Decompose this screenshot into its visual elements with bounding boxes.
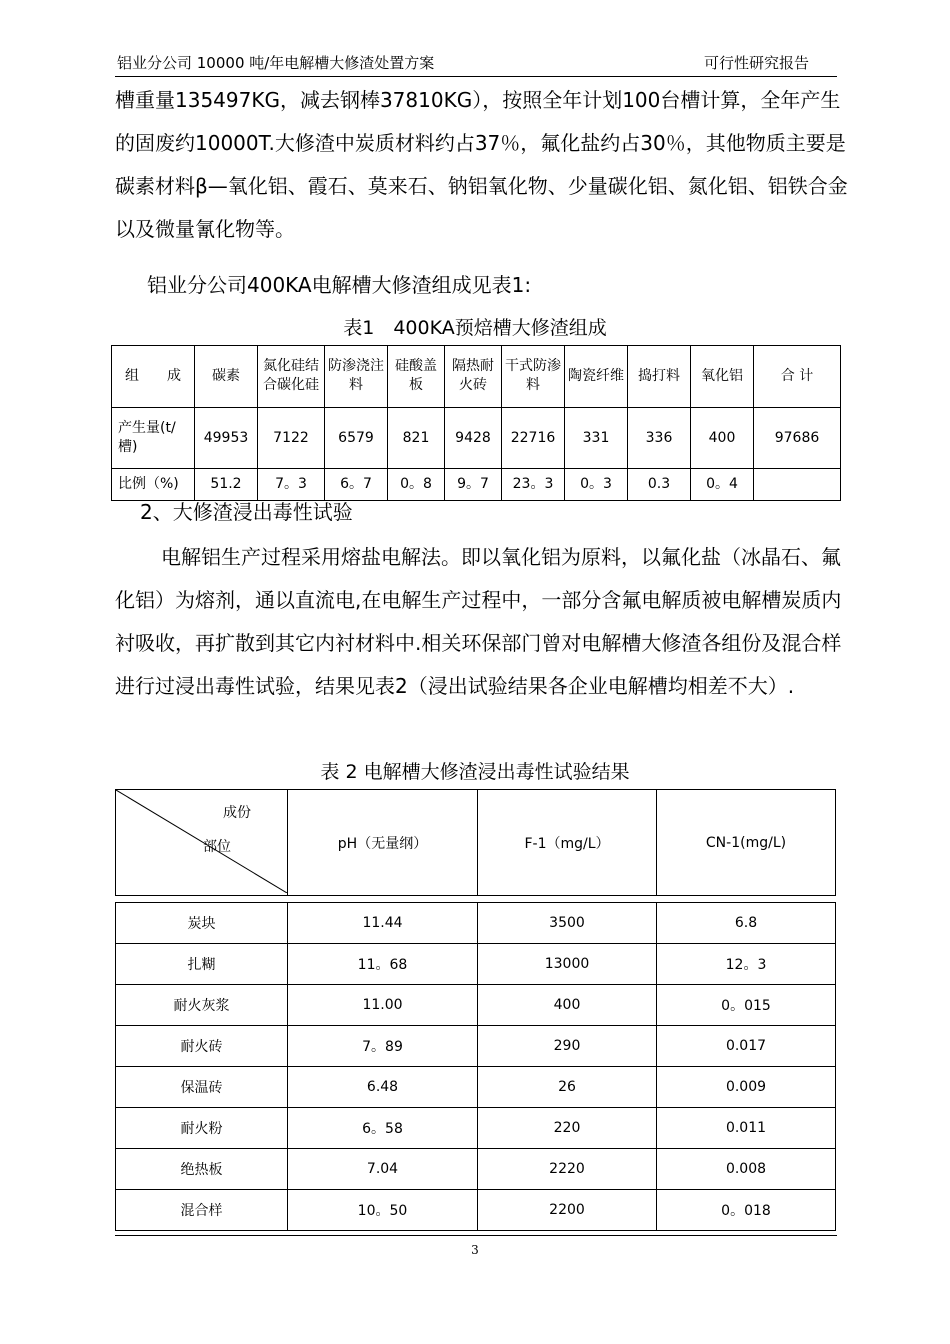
table1-header-cell: 捣打料 bbox=[628, 346, 691, 408]
table1-header-cell: 氧化铝 bbox=[691, 346, 754, 408]
table2-corner-cell bbox=[116, 790, 288, 896]
table1-cell: 9。7 bbox=[445, 469, 502, 501]
table1-cell: 97686 bbox=[754, 407, 841, 469]
table1-header-cell: 隔热耐火砖 bbox=[445, 346, 502, 408]
table2-row bbox=[116, 1149, 836, 1190]
table2-cell: 2220 bbox=[478, 1149, 657, 1190]
table2-row bbox=[116, 903, 836, 944]
table2-cell: 2200 bbox=[478, 1190, 657, 1231]
table1-composition bbox=[111, 345, 841, 501]
table2-cell: 220 bbox=[478, 1108, 657, 1149]
table2-corner-bottom-label: 部位 bbox=[203, 839, 231, 855]
table2-cell: 11。68 bbox=[288, 944, 478, 985]
table1-header-cell: 氮化硅结合碳化硅 bbox=[258, 346, 325, 408]
table2-cell: 290 bbox=[478, 1026, 657, 1067]
page-header bbox=[115, 50, 837, 77]
table1-row-label: 比例（%) bbox=[112, 469, 195, 501]
table2-header-row bbox=[116, 790, 836, 896]
table1-cell: 51.2 bbox=[195, 469, 258, 501]
table1-row-label: 产生量(t/槽) bbox=[112, 407, 195, 469]
paragraph-waste-description: 槽重量135497KG，减去钢棒37810KG），按照全年计划100台槽计算，全年产生的固废约10000T.大修渣中炭质材料约占37％，氟化盐约占30％，其他物质主要是碳素材料β—氧化铝、霞石、莫来石、钠铝氧化物、少量碳化铝、氮化铝、铝铁合金以及微量氰化物等。 bbox=[115, 88, 848, 241]
paragraph-leaching-test: 电解铝生产过程采用熔盐电解法。即以氧化铝为原料，以氟化盐（冰晶石、氟化铝）为熔剂，通以直流电,在电解生产过程中，一部分含氟电解质被电解槽炭质内衬吸收，再扩散到其它内衬材料中.相关环保部门曾对电解槽大修渣各组份及混合样进行过浸出毒性试验，结果见表2（浸出试验结果各企业电解槽均相差不大）. bbox=[115, 545, 842, 698]
table2-row-label: 扎糊 bbox=[116, 944, 288, 985]
footer-rule bbox=[115, 1235, 837, 1236]
table2-row-label: 绝热板 bbox=[116, 1149, 288, 1190]
table2-cell: 11.00 bbox=[288, 985, 478, 1026]
table1-header-row bbox=[112, 346, 841, 408]
page-number: 3 bbox=[471, 1243, 479, 1257]
table2-gap-row bbox=[116, 896, 836, 903]
table2-cell: 10。50 bbox=[288, 1190, 478, 1231]
table1-cell: 9428 bbox=[445, 407, 502, 469]
table2-row bbox=[116, 1067, 836, 1108]
table1-header-cell: 碳素 bbox=[195, 346, 258, 408]
section2-heading: 2、大修渣浸出毒性试验 bbox=[140, 500, 353, 524]
table1-cell: 49953 bbox=[195, 407, 258, 469]
table2-cell: 13000 bbox=[478, 944, 657, 985]
table1-header-cell: 合 计 bbox=[754, 346, 841, 408]
table2-cell: 0.009 bbox=[657, 1067, 836, 1108]
table2-cell: 26 bbox=[478, 1067, 657, 1108]
table1-cell: 0。3 bbox=[565, 469, 628, 501]
table1-cell: 7122 bbox=[258, 407, 325, 469]
table2-row-label: 耐火砖 bbox=[116, 1026, 288, 1067]
table1-caption: 表1 400KA预焙槽大修渣组成 bbox=[343, 317, 607, 339]
table1-cell: 6。7 bbox=[325, 469, 388, 501]
header-report-type: 可行性研究报告 bbox=[703, 54, 809, 72]
table1-header-cell: 干式防渗料 bbox=[502, 346, 565, 408]
table2-cell: 0.017 bbox=[657, 1026, 836, 1067]
table1-cell: 0。4 bbox=[691, 469, 754, 501]
table2-row bbox=[116, 985, 836, 1026]
table1-cell: 400 bbox=[691, 407, 754, 469]
table2-cell: 12。3 bbox=[657, 944, 836, 985]
table2-row bbox=[116, 1108, 836, 1149]
header-document-title: 铝业分公司 10000 吨/年电解槽大修渣处置方案 bbox=[117, 54, 435, 72]
table2-cell: 0.011 bbox=[657, 1108, 836, 1149]
table1-cell: 336 bbox=[628, 407, 691, 469]
table1-header-cell: 硅酸盖板 bbox=[388, 346, 445, 408]
table2-row-label: 耐火粉 bbox=[116, 1108, 288, 1149]
table2-cell: 6。58 bbox=[288, 1108, 478, 1149]
table2-cell: 400 bbox=[478, 985, 657, 1026]
table1-header-cell: 陶瓷纤维 bbox=[565, 346, 628, 408]
table2-row bbox=[116, 1190, 836, 1231]
table2-cell: 0.008 bbox=[657, 1149, 836, 1190]
table1-cell: 23。3 bbox=[502, 469, 565, 501]
table2-row bbox=[116, 944, 836, 985]
table2-cell: 7.04 bbox=[288, 1149, 478, 1190]
table2-header-cell: F-1（mg/L） bbox=[478, 790, 657, 896]
table2-cell: 11.44 bbox=[288, 903, 478, 944]
diagonal-divider bbox=[116, 790, 287, 893]
table2-leaching-results bbox=[115, 789, 836, 1231]
table1-cell: 0。8 bbox=[388, 469, 445, 501]
table2-row-label: 混合样 bbox=[116, 1190, 288, 1231]
table1-row-amount bbox=[112, 407, 841, 469]
table2-cell: 0。018 bbox=[657, 1190, 836, 1231]
table2-row-label: 保温砖 bbox=[116, 1067, 288, 1108]
table2-cell: 6.8 bbox=[657, 903, 836, 944]
table2-header-cell: pH（无量纲） bbox=[288, 790, 478, 896]
table1-cell: 331 bbox=[565, 407, 628, 469]
table1-cell: 6579 bbox=[325, 407, 388, 469]
table2-cell: 0。015 bbox=[657, 985, 836, 1026]
table2-cell: 7。89 bbox=[288, 1026, 478, 1067]
table2-cell: 6.48 bbox=[288, 1067, 478, 1108]
table2-caption: 表 2 电解槽大修渣浸出毒性试验结果 bbox=[320, 761, 630, 783]
table1-cell: 7。3 bbox=[258, 469, 325, 501]
table2-row-label: 炭块 bbox=[116, 903, 288, 944]
table2-corner-top-label: 成份 bbox=[223, 805, 251, 821]
table1-cell bbox=[754, 469, 841, 501]
table1-cell: 22716 bbox=[502, 407, 565, 469]
table1-header-cell: 组 成 bbox=[112, 346, 195, 408]
table2-row-label: 耐火灰浆 bbox=[116, 985, 288, 1026]
table2-row bbox=[116, 1026, 836, 1067]
table2-header-cell: CN-1(mg/L) bbox=[657, 790, 836, 896]
table1-header-cell: 防渗浇注料 bbox=[325, 346, 388, 408]
table1-cell: 0.3 bbox=[628, 469, 691, 501]
paragraph-table1-intro: 铝业分公司400KA电解槽大修渣组成见表1: bbox=[147, 273, 532, 297]
table1-cell: 821 bbox=[388, 407, 445, 469]
table2-cell: 3500 bbox=[478, 903, 657, 944]
